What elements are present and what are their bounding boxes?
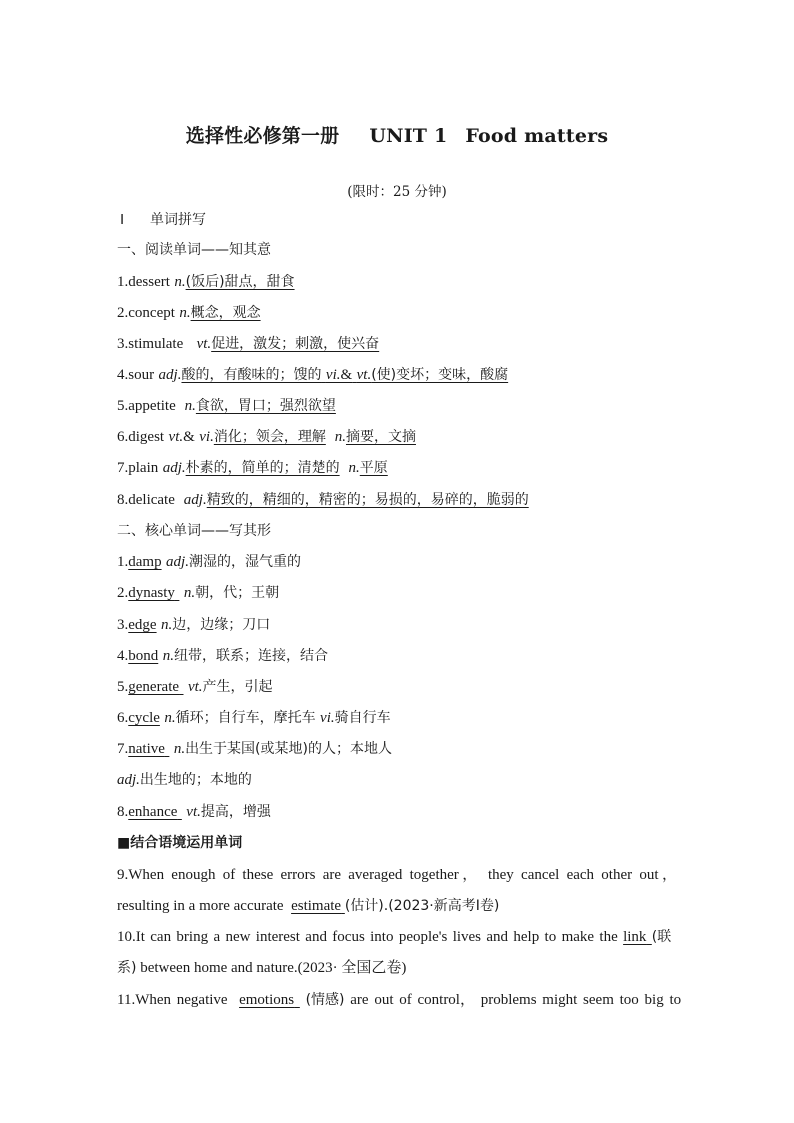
part-one-heading: 一、阅读单词——知其意 xyxy=(117,242,271,258)
list-item: 1.dessert n.(饭后)甜点，甜食 xyxy=(117,274,295,290)
part-two-heading: 二、核心单词——写其形 xyxy=(117,523,271,539)
list-item: 5.appetite n.食欲，胃口；强烈欲望 xyxy=(117,398,336,414)
answer-blank: estimate xyxy=(291,898,342,914)
list-item: 8.delicate adj.精致的，精细的，精密的；易损的，易碎的，脆弱的 xyxy=(117,492,529,508)
section-label: 单词拼写 xyxy=(150,212,206,228)
list-item: 6.digest vt.& vi.消化；领会，理解 n.摘要，文摘 xyxy=(117,429,416,445)
title-topic: Food matters xyxy=(465,125,609,147)
title-unit: UNIT 1 xyxy=(369,125,448,147)
question-11-line-1: 11.When negative emotions (情感) are out of control， problems might seem too big to xyxy=(117,992,682,1008)
question-10-line-2: 系) between home and nature.(2023· 全国乙卷) xyxy=(117,960,407,976)
answer-blank: emotions xyxy=(239,992,295,1008)
answer-blank: generate xyxy=(128,679,180,695)
list-item: 2.dynasty n.朝，代；王朝 xyxy=(117,585,280,601)
list-item: 5.generate vt.产生，引起 xyxy=(117,679,273,695)
list-item: 7.native n.出生于某国(或某地)的人；本地人 xyxy=(117,741,392,757)
answer-blank: enhance xyxy=(128,804,178,820)
list-item: 6.cycle n.循环；自行车，摩托车 vi.骑自行车 xyxy=(117,710,391,726)
list-item: 7.plain adj.朴素的，简单的；清楚的 n.平原 xyxy=(117,460,388,476)
question-9-line-2: resulting in a more accurate estimate (估计).(2023·新高考Ⅰ卷) xyxy=(117,898,500,914)
question-9-line-1: 9.When enough of these errors are averaged together， they cancel each other out， xyxy=(117,867,677,883)
answer-blank: dynasty xyxy=(128,585,175,601)
list-item: 4.bond n.纽带，联系；连接，结合 xyxy=(117,648,328,664)
page-title xyxy=(0,121,794,148)
list-item: 4.sour adj.酸的，有酸味的；馊的 vi.& vt.(使)变坏；变味，酸腐 xyxy=(117,367,509,383)
list-item: 3.stimulate vt.促进，激发；刺激，使兴奋 xyxy=(117,336,380,352)
answer-blank: native xyxy=(128,741,165,757)
answer-blank: cycle xyxy=(128,710,160,726)
list-item: 1.damp adj.潮湿的，湿气重的 xyxy=(117,554,301,570)
answer-blank: edge xyxy=(128,617,157,633)
list-item-continuation: adj.出生地的；本地的 xyxy=(117,772,252,788)
answer-blank: bond xyxy=(128,648,159,664)
section-heading xyxy=(120,209,206,229)
list-item: 3.edge n.边，边缘；刀口 xyxy=(117,617,271,633)
answer-blank: damp xyxy=(128,554,162,570)
title-cn: 选择性必修第一册 xyxy=(185,125,340,147)
list-item: 2.concept n.概念，观念 xyxy=(117,305,261,321)
question-10-line-1: 10.It can bring a new interest and focus into people's lives and help to make the link (联 xyxy=(117,929,672,945)
list-item: 8.enhance vt.提高，增强 xyxy=(117,804,271,820)
context-heading: ■结合语境运用单词 xyxy=(117,835,243,851)
section-roman: Ⅰ xyxy=(120,213,125,228)
answer-blank: link xyxy=(623,929,647,945)
time-limit: (限时：25 分钟) xyxy=(347,184,447,200)
